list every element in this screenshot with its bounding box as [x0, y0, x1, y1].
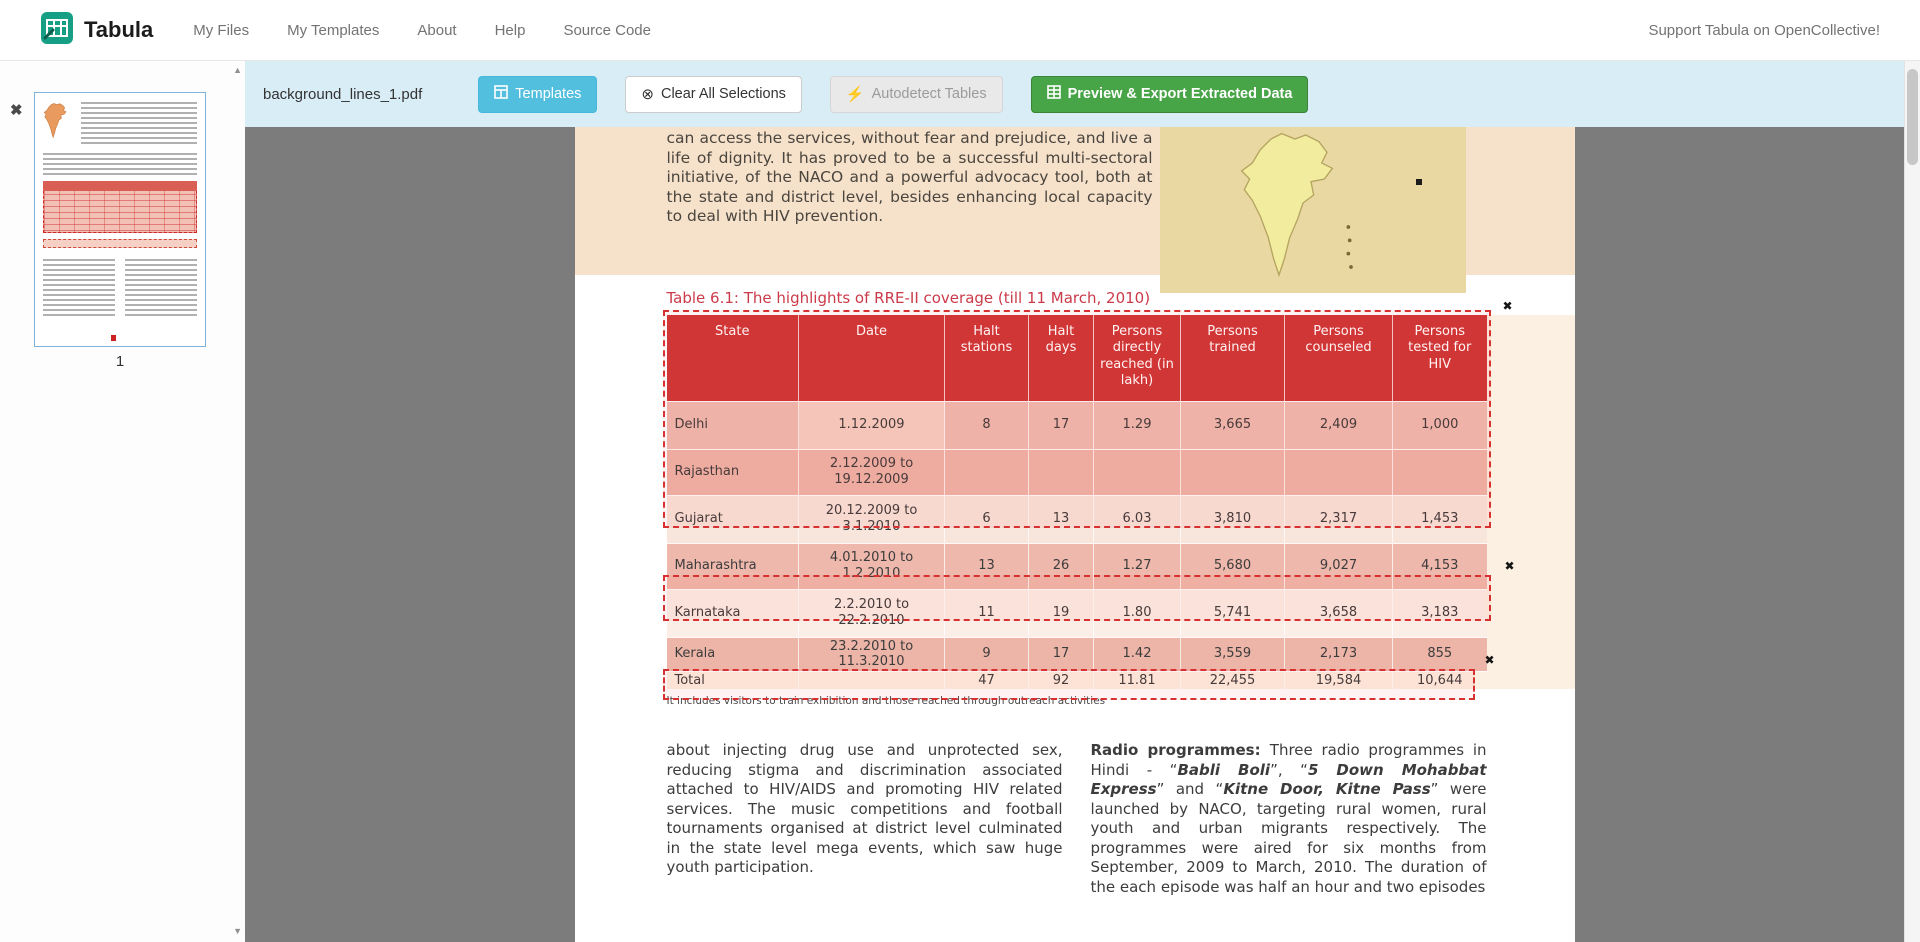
- table-icon: [1047, 85, 1061, 103]
- table-cell: 855: [1393, 637, 1487, 671]
- pdf-paragraph-left: about injecting drug use and unprotected sex, reducing stigma and discrimination associated attached to HIV/AIDS and promoting HIV related services. The music competitions and football tournaments organised at district level culminated in the state level mega events, which saw huge youth participation.: [666, 741, 1063, 877]
- clear-all-selections-button[interactable]: [625, 76, 802, 113]
- thumb-row-selection: [43, 239, 197, 248]
- brand[interactable]: [40, 11, 153, 50]
- nav-my-files[interactable]: My Files: [193, 21, 250, 39]
- map-legend-marker: [1416, 179, 1422, 185]
- table-cell: 4.01.2010 to 1.2.2010: [799, 543, 945, 589]
- table-cell: 13: [1029, 495, 1094, 543]
- autodetect-button-label: Autodetect Tables: [871, 86, 987, 102]
- table-cell: 9: [945, 637, 1029, 671]
- table-footnote: It includes visitors to train exhibition and those reached through outreach activities: [666, 695, 1106, 708]
- main-panel: [245, 61, 1904, 942]
- templates-button[interactable]: [478, 76, 597, 113]
- nav-about[interactable]: About: [417, 21, 457, 39]
- table-cell: 11: [945, 589, 1029, 637]
- col-header: State: [667, 315, 799, 401]
- india-map: [1160, 127, 1466, 293]
- table-cell: 8: [945, 401, 1029, 449]
- clear-button-label: Clear All Selections: [660, 86, 786, 102]
- table-cell: 9,027: [1285, 543, 1393, 589]
- table-cell: 3,183: [1393, 589, 1487, 637]
- table-cell: 2,317: [1285, 495, 1393, 543]
- content-row: [0, 61, 1920, 942]
- table-cell: Kerala: [667, 637, 799, 671]
- selection-3-close-icon[interactable]: ✖: [1484, 653, 1495, 667]
- table-cell: 4,153: [1393, 543, 1487, 589]
- col-header: Persons counseled: [1285, 315, 1393, 401]
- table-cell: 3,665: [1181, 401, 1285, 449]
- table-cell: 47: [945, 671, 1029, 689]
- table-cell: 6.03: [1094, 495, 1181, 543]
- sidebar-scroll-down-icon[interactable]: ▼: [233, 926, 242, 936]
- table-cell: 1.80: [1094, 589, 1181, 637]
- window-scrollbar[interactable]: [1904, 61, 1920, 942]
- col-header: Halt stations: [945, 315, 1029, 401]
- table-cell: 23.2.2010 to 11.3.2010: [799, 637, 945, 671]
- table-cell: 26: [1029, 543, 1094, 589]
- pdf-top-band: [575, 127, 1575, 275]
- export-button-label: Preview & Export Extracted Data: [1067, 86, 1293, 102]
- pdf-paragraph-right: Radio programmes: Three radio programmes in Hindi - “Babli Boli”, “5 Down Mohabbat Express” and “Kitne Door, Kitne Pass” were launched by NACO, targeting rural women, rural youth and urban migrants respectively. The programmes were aired for six months from September, 2009 to March, 2010. The duration of the each episode was half an hour and two episodes: [1090, 741, 1487, 896]
- table-cell: 20.12.2009 to 3.1.2010: [799, 495, 945, 543]
- nav-my-templates[interactable]: My Templates: [287, 21, 380, 39]
- page-remove-icon[interactable]: ✖: [10, 102, 23, 119]
- thumb-text-lines: [81, 102, 197, 146]
- col-header: Persons directly reached (in lakh): [1094, 315, 1181, 401]
- table-cell: 10,644: [1393, 671, 1487, 689]
- table-cell: 2,173: [1285, 637, 1393, 671]
- table-cell: 13: [945, 543, 1029, 589]
- thumb-text-lines: [43, 153, 197, 175]
- table-cell: 5,741: [1181, 589, 1285, 637]
- nav-source-code[interactable]: Source Code: [563, 21, 651, 39]
- table-row: [667, 637, 1487, 671]
- table-cell: 11.81: [1094, 671, 1181, 689]
- selection-2-close-icon[interactable]: ✖: [1504, 559, 1515, 573]
- filename: background_lines_1.pdf: [263, 85, 423, 103]
- table-cell: 2.12.2009 to 19.12.2009: [799, 449, 945, 495]
- main-nav: [193, 22, 651, 39]
- table-cell: 1.42: [1094, 637, 1181, 671]
- col-header: Halt days: [1029, 315, 1094, 401]
- pdf-viewport[interactable]: [245, 127, 1904, 942]
- table-cell: 2.2.2010 to 22.2.2010: [799, 589, 945, 637]
- table-cell: 1.27: [1094, 543, 1181, 589]
- table-cell: 2,409: [1285, 401, 1393, 449]
- table-cell: 19: [1029, 589, 1094, 637]
- table-cell: Delhi: [667, 401, 799, 449]
- thumb-selection-marker: [111, 335, 116, 341]
- clear-icon: ⊗: [641, 85, 654, 103]
- pdf-page[interactable]: [575, 127, 1575, 942]
- table-caption: Table 6.1: The highlights of RRE-II coverage (till 11 March, 2010): [666, 289, 1151, 307]
- nav-help[interactable]: Help: [494, 21, 526, 39]
- toolbar: [245, 61, 1904, 127]
- selection-1-close-icon[interactable]: ✖: [1502, 299, 1513, 313]
- autodetect-tables-button[interactable]: [830, 76, 1003, 113]
- table-cell: 19,584: [1285, 671, 1393, 689]
- pdf-paragraph-top: can access the services, without fear and prejudice, and live a life of dignity. It has proved to be a successful multi-sectoral initiative, of the NACO and a powerful advocacy tool, both at the state and district level, besides enhancing local capacity to deal with HIV prevention.: [666, 129, 1153, 226]
- thumb-text-lines: [43, 259, 115, 319]
- thumbnail-page-number: 1: [115, 353, 125, 370]
- templates-button-label: Templates: [515, 86, 582, 102]
- table-cell: 3,658: [1285, 589, 1393, 637]
- selection-box-2[interactable]: [663, 575, 1491, 621]
- table-cell: 1.12.2009: [799, 401, 945, 449]
- selection-box-3[interactable]: [663, 669, 1475, 700]
- support-link[interactable]: Support Tabula on OpenCollective!: [1648, 21, 1880, 39]
- table-cell: Total: [667, 671, 799, 689]
- selection-box-1[interactable]: [663, 310, 1491, 528]
- page-thumbnail[interactable]: [34, 92, 206, 347]
- table-cell: 5,680: [1181, 543, 1285, 589]
- brand-name: Tabula: [84, 17, 154, 42]
- lightning-icon: ⚡: [845, 85, 865, 103]
- col-header: Date: [799, 315, 945, 401]
- thumb-table-header: [43, 181, 197, 191]
- table-cell: 17: [1029, 637, 1094, 671]
- table-cell: 1,000: [1393, 401, 1487, 449]
- preview-export-button[interactable]: [1031, 76, 1309, 113]
- templates-icon: [494, 85, 508, 103]
- sidebar-scroll-up-icon[interactable]: ▲: [233, 65, 242, 75]
- pdf-two-columns: [667, 741, 1487, 897]
- top-navbar: [0, 0, 1920, 61]
- table-cell: 1,453: [1393, 495, 1487, 543]
- thumb-map-icon: [41, 99, 73, 145]
- table-cell: 1.29: [1094, 401, 1181, 449]
- sidebar: [0, 61, 245, 942]
- scrollbar-thumb[interactable]: [1907, 69, 1918, 165]
- col-header: Persons trained: [1181, 315, 1285, 401]
- col-header: Persons tested for HIV: [1393, 315, 1487, 401]
- table-cell: Karnataka: [667, 589, 799, 637]
- table-cell: 92: [1029, 671, 1094, 689]
- table-cell: 17: [1029, 401, 1094, 449]
- table-cell: 3,810: [1181, 495, 1285, 543]
- thumb-text-lines: [125, 259, 197, 319]
- table-cell: 3,559: [1181, 637, 1285, 671]
- table-cell: Rajasthan: [667, 449, 799, 495]
- table-cell: Maharashtra: [667, 543, 799, 589]
- table-cell: 22,455: [1181, 671, 1285, 689]
- table-zone: [667, 299, 1575, 689]
- table-cell: 6: [945, 495, 1029, 543]
- table-cell: Gujarat: [667, 495, 799, 543]
- tabula-logo-icon: [40, 11, 74, 50]
